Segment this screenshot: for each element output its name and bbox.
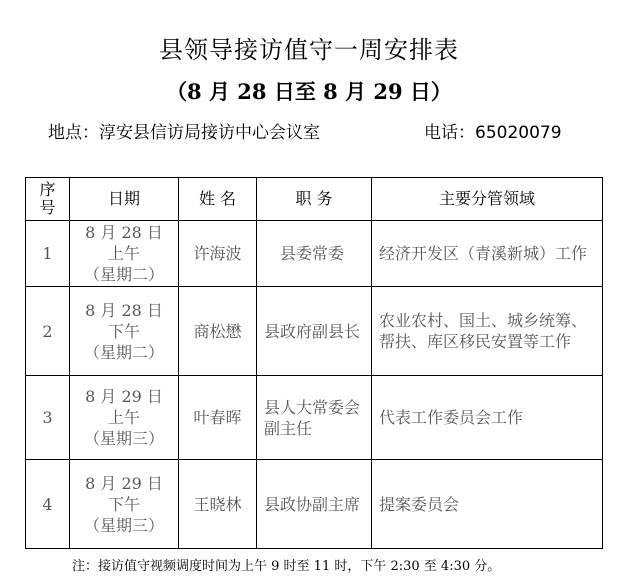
table-row (26, 460, 603, 549)
table-row (26, 221, 603, 287)
row-area: 提案委员会 (372, 460, 603, 549)
row-duty: 县政府副县长 (257, 287, 372, 376)
header-area: 主要分管领域 (372, 178, 603, 221)
row-name: 王晓林 (179, 460, 257, 549)
row-date: 8 月 28 日 下午 （星期二） (70, 287, 179, 376)
schedule-table (25, 177, 603, 549)
row-date: 8 月 29 日 上午 （星期三） (70, 376, 179, 460)
header-date: 日期 (70, 178, 179, 221)
row-duty: 县人大常委会副主任 (257, 376, 372, 460)
footnote: 注：接访值守视频调度时间为上午 9 时至 11 时，下午 2:30 至 4:30 分。 (72, 559, 501, 574)
row-no: 3 (26, 376, 70, 460)
table-row (26, 376, 603, 460)
table-row (26, 287, 603, 376)
row-date: 8 月 28 日 上午 （星期二） (70, 221, 179, 287)
header-duty: 职 务 (257, 178, 372, 221)
row-area: 农业农村、国土、城乡统筹、帮扶、库区移民安置等工作 (372, 287, 603, 376)
phone-text: 电话：65020079 (424, 123, 562, 143)
row-name: 叶春晖 (179, 376, 257, 460)
row-no: 2 (26, 287, 70, 376)
table-header-row (26, 178, 603, 221)
row-area: 经济开发区（青溪新城）工作 (372, 221, 603, 287)
row-duty: 县政协副主席 (257, 460, 372, 549)
row-no: 1 (26, 221, 70, 287)
header-no: 序号 (26, 178, 70, 221)
row-name: 商松懋 (179, 287, 257, 376)
row-duty: 县委常委 (257, 221, 372, 287)
row-name: 许海波 (179, 221, 257, 287)
row-area: 代表工作委员会工作 (372, 376, 603, 460)
date-range-subtitle: （8 月 28 日至 8 月 29 日） (166, 79, 452, 104)
row-date: 8 月 29 日 下午 （星期三） (70, 460, 179, 549)
header-name: 姓 名 (179, 178, 257, 221)
row-no: 4 (26, 460, 70, 549)
location-text: 地点：淳安县信访局接访中心会议室 (48, 123, 320, 143)
page-title: 县领导接访值守一周安排表 (159, 36, 459, 64)
